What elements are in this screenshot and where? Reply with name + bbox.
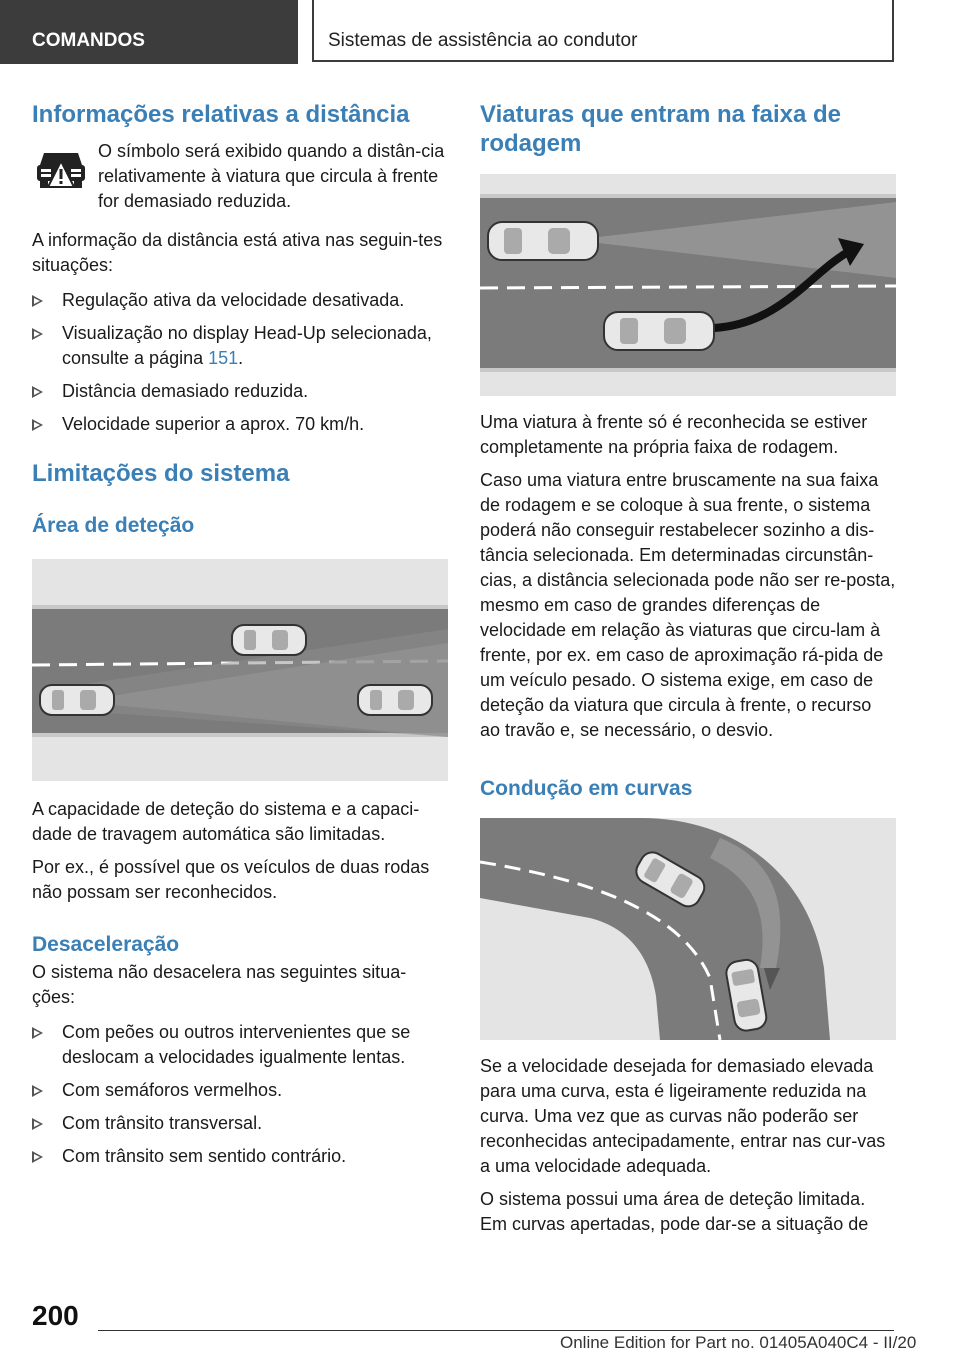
footer-edition: Online Edition for Part no. 01405A040C4 - II/20 xyxy=(560,1333,917,1352)
bullet-triangle-icon xyxy=(32,386,43,398)
curves-illustration xyxy=(480,818,896,1040)
right-column xyxy=(480,100,896,1237)
header-section: COMANDOS xyxy=(32,30,145,51)
distance-warning-icon xyxy=(32,139,98,205)
lane-paragraph-1: Uma viatura à frente só é reconhecida se estiver completamente na própria faixa de rodagem. xyxy=(480,412,868,457)
list-item: Com trânsito transversal. xyxy=(32,1111,448,1136)
decel-bullets xyxy=(32,1020,448,1169)
lane-entry-illustration xyxy=(480,174,896,396)
area-paragraph-1: A capacidade de deteção do sistema e a capaci-dade de travagem automática são limitadas. xyxy=(32,799,420,844)
bullet-triangle-icon xyxy=(32,328,43,340)
bullet-triangle-icon xyxy=(32,419,43,431)
distance-bullets xyxy=(32,288,448,437)
distance-intro: A informação da distância está ativa nas seguin-tes situações: xyxy=(32,230,443,275)
curves-paragraph-2: O sistema possui uma área de deteção limitada. Em curvas apertadas, pode dar-se a situação de xyxy=(480,1189,869,1234)
curves-paragraph-1: Se a velocidade desejada for demasiado elevada para uma curva, esta é ligeiramente reduzida na curva. Uma vez que as curvas não poderão ser reconhecidas antecipadamente, entrar nas cur-vas a uma velocidade adequada. xyxy=(480,1056,886,1176)
heading-distance-info: Informações relativas a distância xyxy=(32,101,410,128)
header-title-box xyxy=(312,0,894,62)
detection-area-illustration xyxy=(32,559,448,781)
bullet-triangle-icon xyxy=(32,1151,43,1163)
area-paragraph-2: Por ex., é possível que os veículos de duas rodas não possam ser reconhecidos. xyxy=(32,857,430,902)
list-item: Visualização no display Head-Up selecionada, consulte a página 151. xyxy=(32,321,448,371)
list-item: Com trânsito sem sentido contrário. xyxy=(32,1144,448,1169)
heading-deceleration: Desaceleração xyxy=(32,933,180,956)
bullet-triangle-icon xyxy=(32,295,43,307)
list-item: Com semáforos vermelhos. xyxy=(32,1078,448,1103)
bullet-triangle-icon xyxy=(32,1085,43,1097)
icon-description: O símbolo será exibido quando a distân-cia relativamente à viatura que circula à frente for demasiado reduzida. xyxy=(98,141,445,211)
bullet-triangle-icon xyxy=(32,1027,43,1039)
heading-system-limits: Limitações do sistema xyxy=(32,460,290,487)
left-column xyxy=(32,100,448,1177)
header-title: Sistemas de assistência ao condutor xyxy=(328,30,638,51)
decel-intro: O sistema não desacelera nas seguintes situa-ções: xyxy=(32,962,407,1007)
list-item: Regulação ativa da velocidade desativada. xyxy=(32,288,448,313)
heading-detection-area: Área de deteção xyxy=(32,514,195,537)
lane-paragraph-2: Caso uma viatura entre bruscamente na sua faixa de rodagem e se coloque à sua frente, o sistema poderá não conseguir restabelecer sozinho a dis-tância selecionada. Em determinadas circunstân-cias, a distância selecionada pode não ser re-posta, mesmo em caso de grandes diferenças de velocidade em relação às viaturas que circu-lam à frente, por ex. em caso de aproximação rá-pida de um veículo pesado. O sistema exige, em caso de deteção da viatura que circula à frente, o recurso ao travão e, se necessário, o desvio. xyxy=(480,470,896,740)
list-item: Distância demasiado reduzida. xyxy=(32,379,448,404)
list-item: Com peões ou outros intervenientes que se deslocam a velocidades igualmente lentas. xyxy=(32,1020,448,1070)
list-item: Velocidade superior a aprox. 70 km/h. xyxy=(32,412,448,437)
header-section-tab xyxy=(0,0,298,64)
heading-curves: Condução em curvas xyxy=(480,777,693,800)
page-link[interactable]: 151 xyxy=(208,348,239,368)
footer-divider xyxy=(98,1330,894,1331)
bullet-triangle-icon xyxy=(32,1118,43,1130)
page-number: 200 xyxy=(32,1300,79,1331)
icon-paragraph xyxy=(32,139,448,214)
heading-lane-entry: Viaturas que entram na faixa de rodagem xyxy=(480,101,842,157)
